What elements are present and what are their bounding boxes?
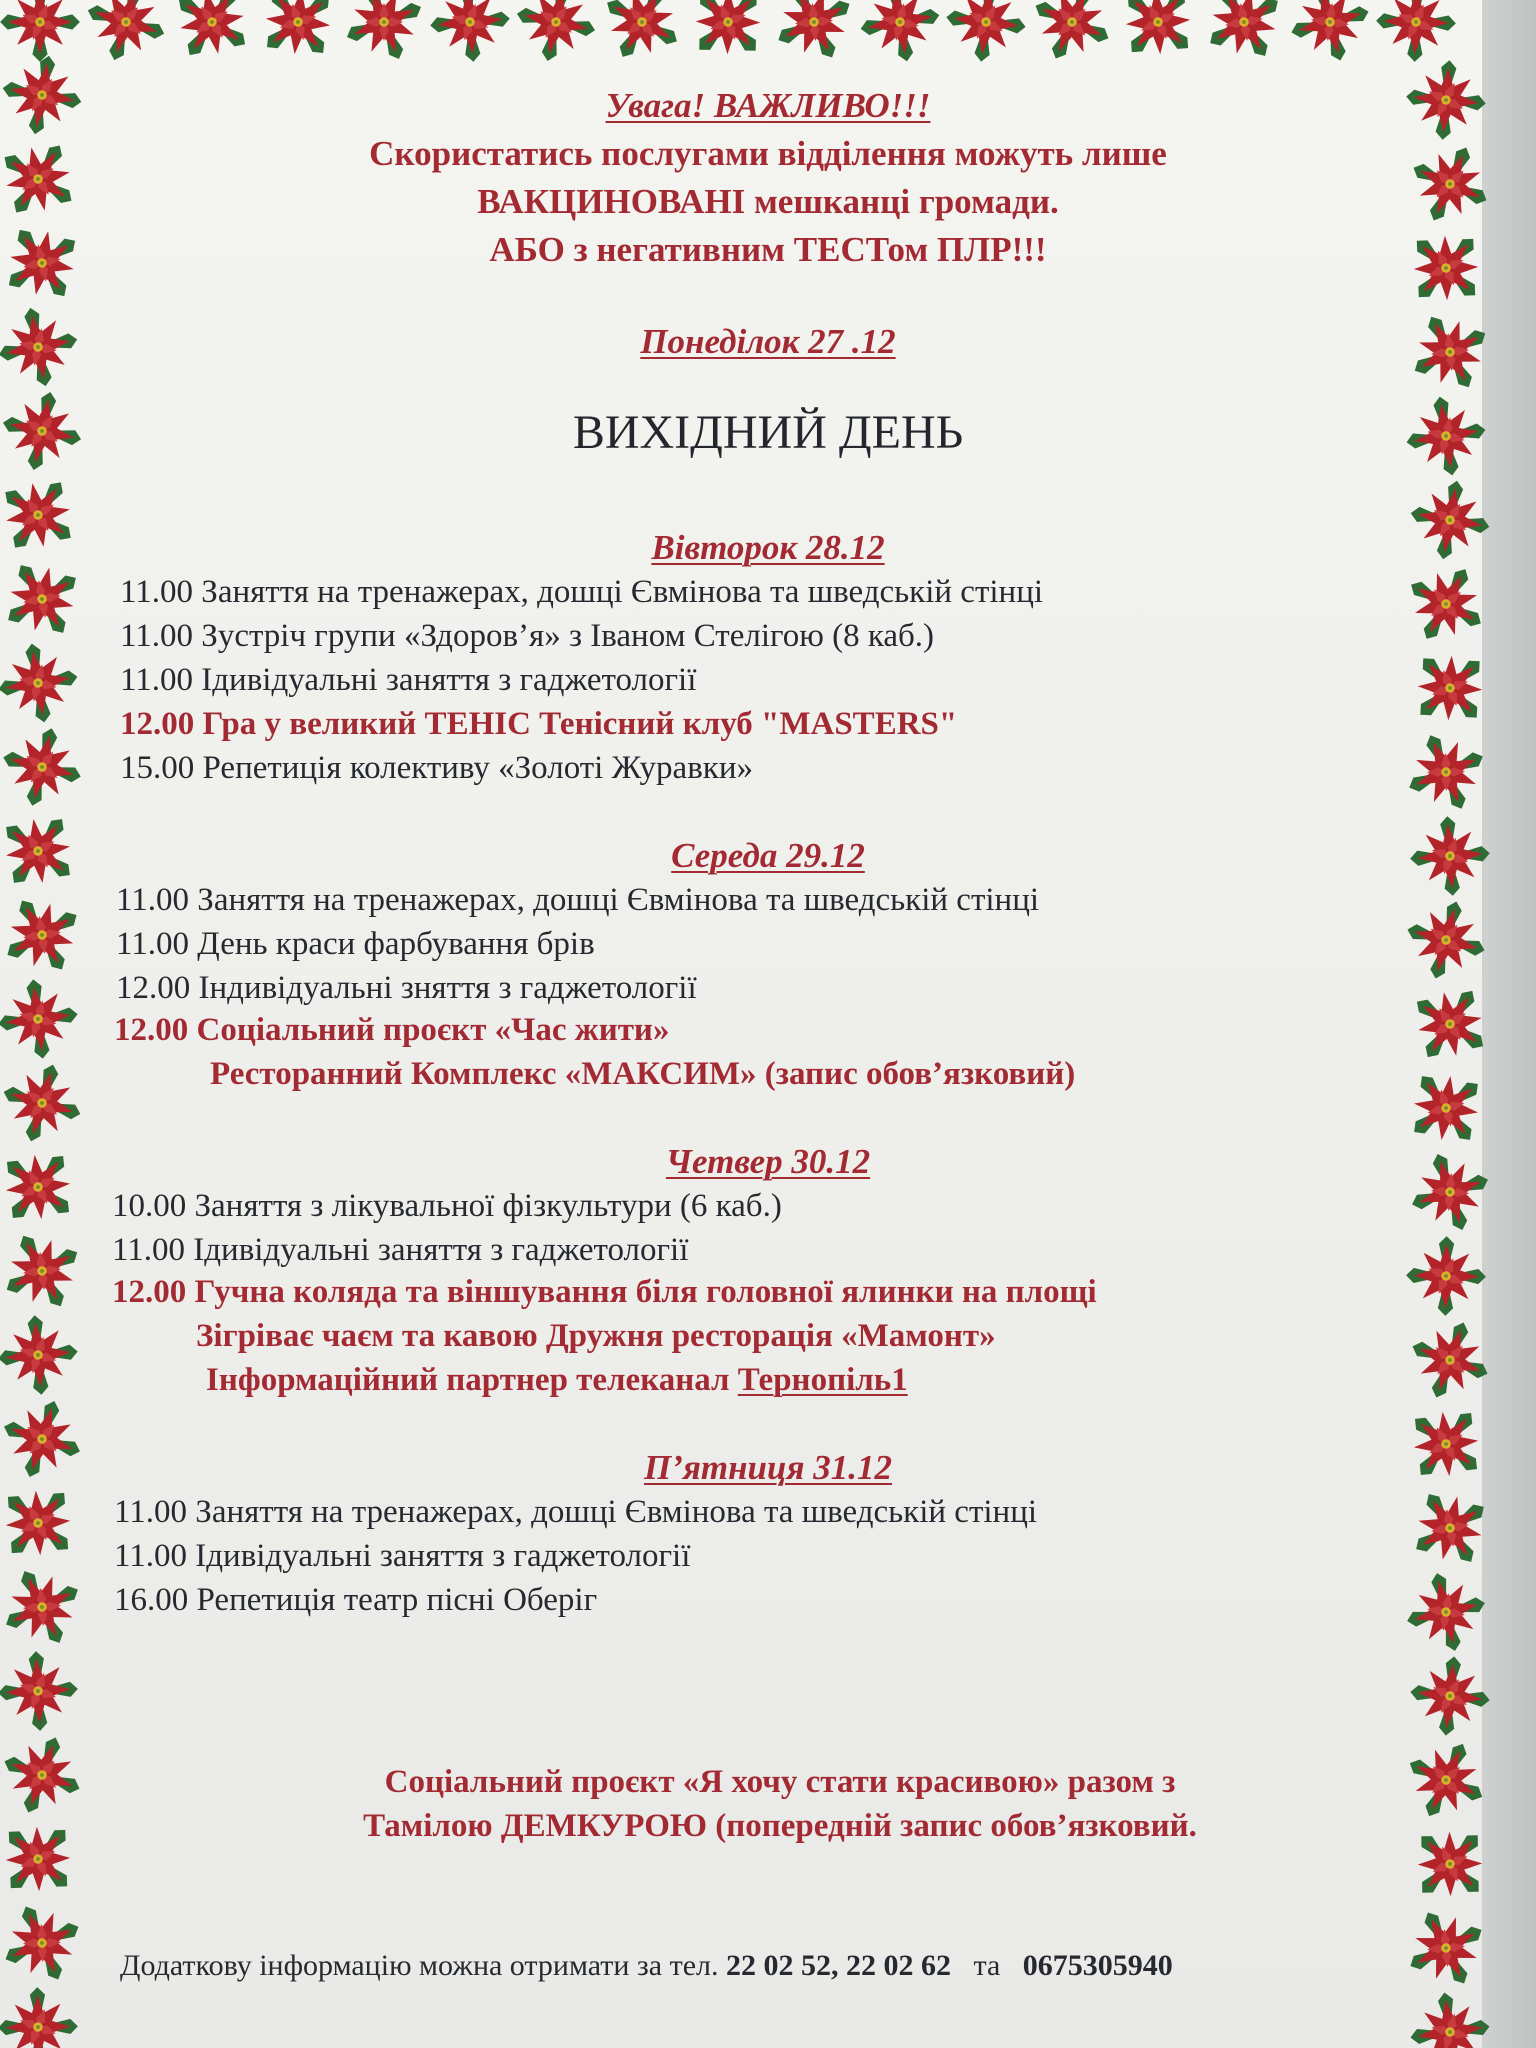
day-heading-wednesday: Середа 29.12 <box>671 836 865 875</box>
schedule-item: 16.00 Репетиція театр пісні Оберіг <box>114 1582 598 1618</box>
project-line: Соціальний проєкт «Я хочу стати красивою» разом з <box>384 1764 1176 1800</box>
poinsettia-icon <box>0 637 84 728</box>
poinsettia-icon <box>0 1986 79 2048</box>
poinsettia-icon <box>1281 0 1379 71</box>
poinsettia-icon <box>1189 0 1299 77</box>
schedule-item: 11.00 Заняття на тренажерах, дошці Євмінова та шведській стінці <box>120 574 1044 610</box>
phone-number: 0675305940 <box>1022 1949 1173 1982</box>
poinsettia-icon <box>0 719 90 816</box>
partner-link: Тернопіль1 <box>737 1362 908 1398</box>
day-heading-friday: П’ятниця 31.12 <box>643 1448 893 1487</box>
schedule-item: 11.00 Ідивідуальні заняття з гаджетології <box>112 1232 689 1268</box>
schedule-item-highlight: 12.00 Гучна коляда та віншування біля головної ялинки на площі <box>112 1274 1097 1310</box>
schedule-item: 11.00 Зустріч групи «Здоров’я» з Іваном Стелігою (8 каб.) <box>120 618 935 654</box>
schedule-item: 11.00 День краси фарбування брів <box>116 926 595 962</box>
day-heading-monday: Понеділок 27 .12 <box>640 322 896 361</box>
schedule-item-highlight: 12.00 Гра у великий ТЕНІС Тенісний клуб "MASTERS" <box>120 706 958 742</box>
phone-number: 22 02 62 <box>846 1949 951 1982</box>
schedule-item-continuation: Зігріває чаєм та кавою Дружня ресторація «Мамонт» <box>196 1318 996 1354</box>
poinsettia-icon <box>242 0 354 78</box>
poinsettia-icon <box>157 0 268 77</box>
poinsettia-icon <box>760 0 867 76</box>
poinsettia-icon <box>0 1217 96 1325</box>
schedule-item: 15.00 Репетиція колективу «Золоті Журавки» <box>120 750 753 786</box>
project-line: Тамілою ДЕМКУРОЮ (попередній запис обов’язковий. <box>363 1808 1197 1844</box>
contact-info: Додаткову інформацію можна отримати за тел. 22 02 52, 22 02 62 та 0675305940 <box>120 1949 1173 1982</box>
notice-line: АБО з негативним ТЕСТом ПЛР!!! <box>489 230 1047 269</box>
poinsettia-icon <box>0 975 82 1064</box>
poinsettia-icon <box>672 0 785 78</box>
poinsettia-icon <box>1399 1309 1501 1411</box>
poinsettia-icon <box>1375 0 1458 63</box>
day-heading-thursday: Четвер 30.12 <box>665 1142 871 1181</box>
poinsettia-icon <box>332 0 436 74</box>
schedule-item: 11.00 Ідивідуальні заняття з гаджетології <box>120 662 697 698</box>
poinsettia-icon <box>0 1554 95 1661</box>
notice-line: Скористатись послугами відділення можуть лише <box>369 134 1167 173</box>
notice-line: ВАКЦИНОВАНІ мешканці громади. <box>477 182 1059 221</box>
poinsettia-icon <box>0 1312 81 1398</box>
poinsettia-icon <box>1102 0 1215 78</box>
poinsettia-icon <box>1405 1987 1495 2048</box>
schedule-item-highlight: 12.00 Соціальний проєкт «Час жити» <box>114 1012 670 1048</box>
schedule-item: 10.00 Заняття з лікувальної фізкультури (6 каб.) <box>112 1188 782 1224</box>
poinsettia-icon <box>854 0 946 68</box>
phone-number: 22 02 52, <box>726 1949 839 1982</box>
poinsettia-icon <box>0 880 97 989</box>
poinsettia-icon <box>0 1649 80 1733</box>
schedule-item: 12.00 Індивідуальні зняття з гаджетології <box>116 970 697 1006</box>
notice-heading: Увага! ВАЖЛИВО!!! <box>605 86 931 125</box>
poinsettia-icon <box>0 1890 95 1995</box>
poinsettia-icon <box>0 1054 91 1153</box>
poinsettia-icon <box>0 0 80 62</box>
poinsettia-icon <box>942 0 1031 66</box>
poinsettia-icon <box>1019 0 1124 75</box>
schedule-item: 11.00 Заняття на тренажерах, дошці Євмінова та шведській стінці <box>114 1494 1038 1530</box>
schedule-item-continuation: Інформаційний партнер телеканал Тернопіль1 <box>206 1362 908 1398</box>
poinsettia-icon <box>1406 1652 1494 1740</box>
closed-day-label: ВИХІДНИЙ ДЕНЬ <box>572 406 964 459</box>
schedule-item-continuation: Ресторанний Комплекс «МАКСИМ» (запис обов’язковий) <box>210 1056 1076 1092</box>
day-heading-tuesday: Вівторок 28.12 <box>651 528 885 567</box>
poinsettia-icon <box>509 0 604 69</box>
poinsettia-icon <box>588 0 696 76</box>
schedule-item: 11.00 Ідивідуальні заняття з гаджетології <box>114 1538 691 1574</box>
poinsettia-icon <box>76 0 176 72</box>
schedule-item: 11.00 Заняття на тренажерах, дошці Євмінова та шведській стінці <box>116 882 1040 918</box>
poinsettia-icon <box>427 0 513 65</box>
